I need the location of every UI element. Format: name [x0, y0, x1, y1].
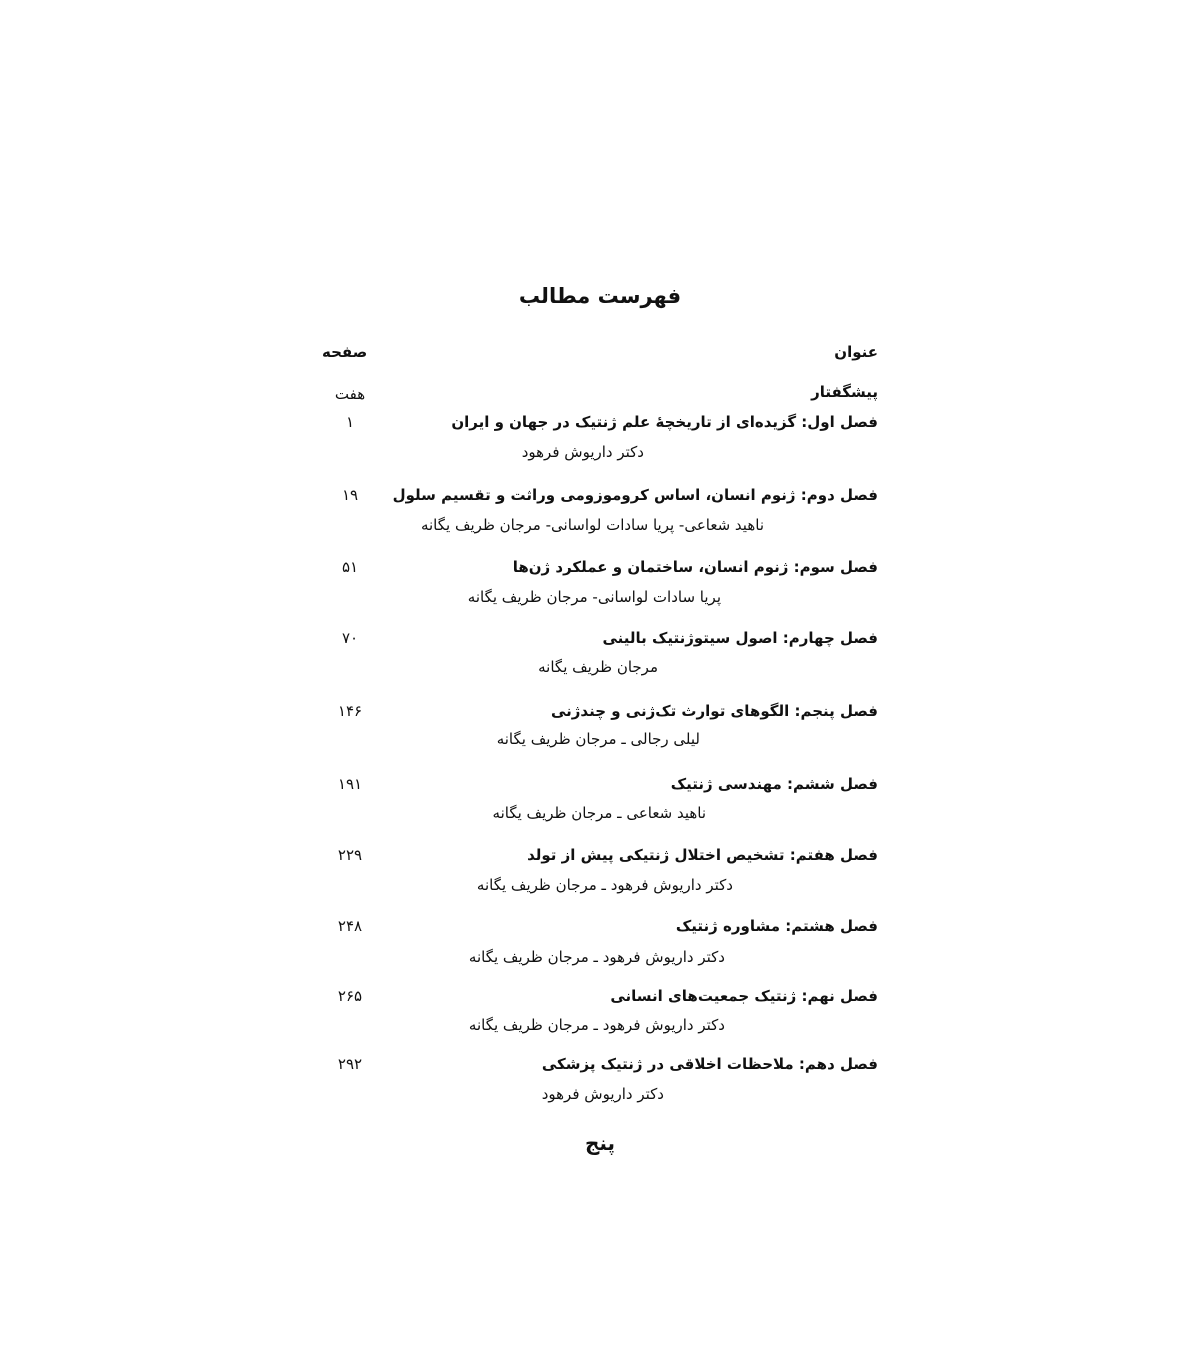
toc-entry-authors: دکتر داریوش فرهود [521, 443, 644, 461]
toc-entry-title: فصل سوم: ژنوم انسان، ساختمان و عملکرد ژن‌ها [512, 558, 878, 576]
toc-entry-page: ۲۶۵ [337, 987, 363, 1005]
toc-entry-title: فصل دوم: ژنوم انسان، اساس کروموزومی وراثت و تقسیم سلول [392, 486, 878, 504]
toc-entry-authors: لیلی رجالی ـ مرجان ظریف یگانه [496, 730, 700, 748]
toc-entry-authors: دکتر داریوش فرهود ـ مرجان ظریف یگانه [476, 876, 733, 894]
toc-entry-title: فصل هفتم: تشخیص اختلال ژنتیکی پیش از تولد [527, 846, 878, 864]
toc-entry-title: فصل هشتم: مشاوره ژنتیک [675, 917, 878, 935]
toc-entry-authors: دکتر داریوش فرهود [541, 1085, 664, 1103]
toc-entry-page: ۱۹۱ [337, 775, 363, 793]
toc-entry-page: ۲۹۲ [337, 1055, 363, 1073]
column-header-page: صفحه [322, 343, 368, 361]
column-header-title: عنوان [834, 343, 878, 361]
page-number: پنج [584, 1131, 616, 1155]
toc-entry-title: فصل نهم: ژنتیک جمعیت‌های انسانی [610, 987, 878, 1005]
toc-entry-page: ۱۹ [341, 486, 359, 504]
toc-entry-authors: ناهید شعاعی ـ مرجان ظریف یگانه [492, 804, 706, 822]
toc-entry-title: پیشگفتار [811, 383, 878, 401]
toc-entry-page: ۲۴۸ [337, 917, 363, 935]
toc-entry-authors: مرجان ظریف یگانه [538, 658, 658, 676]
toc-entry-page: ۷۰ [341, 629, 359, 647]
toc-entry-authors: دکتر داریوش فرهود ـ مرجان ظریف یگانه [468, 1016, 725, 1034]
toc-entry-title: فصل ششم: مهندسی ژنتیک [670, 775, 878, 793]
toc-entry-page: ۲۲۹ [337, 846, 363, 864]
toc-entry-page: ۱۴۶ [337, 702, 363, 720]
toc-entry-page: هفت [334, 385, 366, 403]
toc-entry-page: ۱ [345, 413, 355, 431]
toc-entry-title: فصل اول: گزیده‌ای از تاریخچهٔ علم ژنتیک در جهان و ایران [451, 413, 878, 431]
toc-entry-authors: دکتر داریوش فرهود ـ مرجان ظریف یگانه [468, 948, 725, 966]
toc-entry-authors: پریا سادات لواسانی- مرجان ظریف یگانه [467, 588, 721, 606]
toc-entry-title: فصل پنجم: الگوهای توارث تک‌ژنی و چندژنی [550, 702, 878, 720]
toc-entry-page: ۵۱ [341, 558, 359, 576]
toc-entry-title: فصل چهارم: اصول سیتوژنتیک بالینی [602, 629, 878, 647]
toc-entry-title: فصل دهم: ملاحظات اخلاقی در ژنتیک پزشکی [541, 1055, 878, 1073]
toc-title: فهرست مطالب [518, 284, 682, 308]
toc-entry-authors: ناهید شعاعی- پریا سادات لواسانی- مرجان ظریف یگانه [420, 516, 764, 534]
